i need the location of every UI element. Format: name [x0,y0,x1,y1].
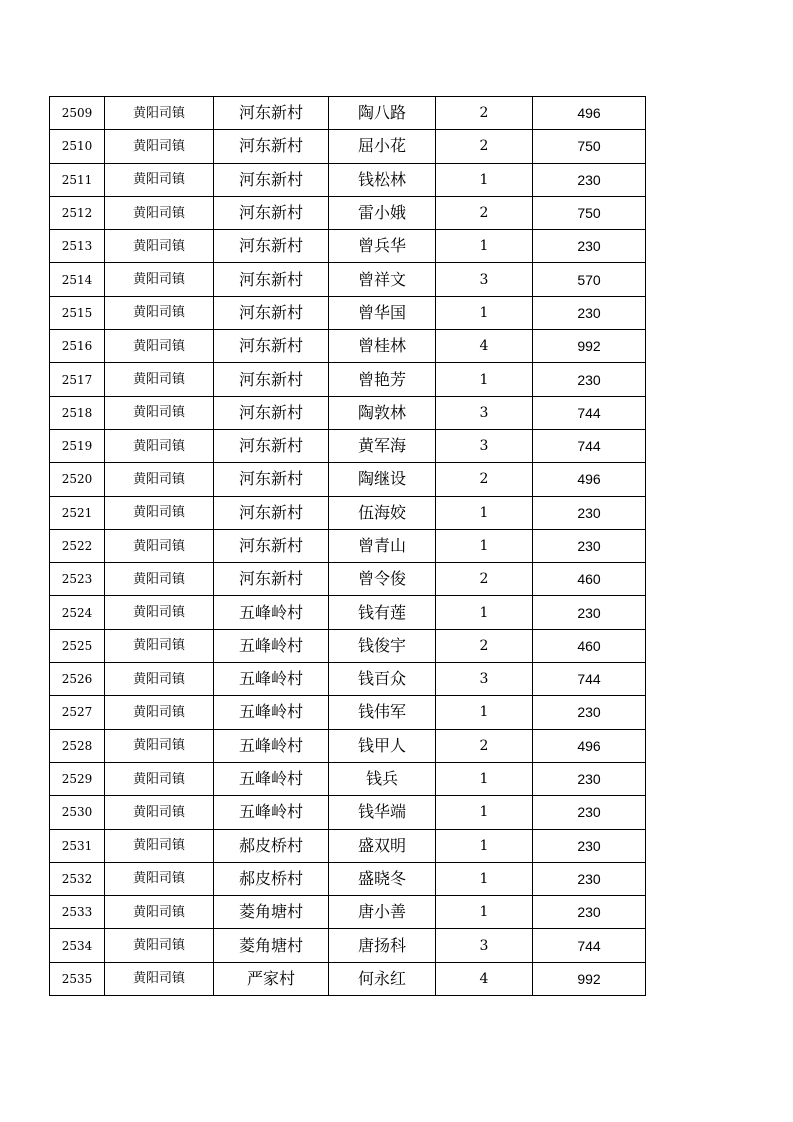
town-cell: 黄阳司镇 [105,163,214,196]
person-name-cell: 雷小娥 [329,196,436,229]
household-count-cell: 3 [436,663,533,696]
amount-cell: 570 [533,263,646,296]
town-cell: 黄阳司镇 [105,97,214,130]
town-cell: 黄阳司镇 [105,296,214,329]
row-number-cell: 2530 [50,796,105,829]
row-number-cell: 2534 [50,929,105,962]
household-count-cell: 1 [436,696,533,729]
village-cell: 五峰岭村 [214,663,329,696]
amount-cell: 230 [533,296,646,329]
person-name-cell: 何永红 [329,962,436,995]
person-name-cell: 曾令俊 [329,563,436,596]
town-cell: 黄阳司镇 [105,563,214,596]
village-cell: 河东新村 [214,496,329,529]
town-cell: 黄阳司镇 [105,629,214,662]
village-cell: 五峰岭村 [214,729,329,762]
household-count-cell: 2 [436,196,533,229]
village-cell: 郝皮桥村 [214,829,329,862]
town-cell: 黄阳司镇 [105,862,214,895]
household-count-cell: 1 [436,496,533,529]
amount-cell: 750 [533,196,646,229]
amount-cell: 460 [533,629,646,662]
town-cell: 黄阳司镇 [105,330,214,363]
village-cell: 河东新村 [214,263,329,296]
person-name-cell: 伍海姣 [329,496,436,529]
table-row [50,330,646,363]
table-row [50,396,646,429]
row-number-cell: 2531 [50,829,105,862]
row-number-cell: 2522 [50,529,105,562]
household-count-cell: 2 [436,563,533,596]
household-count-cell: 1 [436,896,533,929]
town-cell: 黄阳司镇 [105,429,214,462]
town-cell: 黄阳司镇 [105,196,214,229]
table-body [50,97,646,996]
row-number-cell: 2526 [50,663,105,696]
row-number-cell: 2535 [50,962,105,995]
amount-cell: 230 [533,762,646,795]
amount-cell: 992 [533,330,646,363]
town-cell: 黄阳司镇 [105,363,214,396]
person-name-cell: 唐小善 [329,896,436,929]
person-name-cell: 钱华端 [329,796,436,829]
household-count-cell: 3 [436,429,533,462]
household-count-cell: 1 [436,296,533,329]
village-cell: 五峰岭村 [214,629,329,662]
person-name-cell: 曾艳芳 [329,363,436,396]
table-row [50,163,646,196]
village-cell: 河东新村 [214,196,329,229]
household-count-cell: 4 [436,962,533,995]
town-cell: 黄阳司镇 [105,596,214,629]
table-row [50,796,646,829]
person-name-cell: 曾兵华 [329,230,436,263]
person-name-cell: 唐扬科 [329,929,436,962]
village-cell: 菱角塘村 [214,896,329,929]
person-name-cell: 屈小花 [329,130,436,163]
village-cell: 五峰岭村 [214,696,329,729]
row-number-cell: 2532 [50,862,105,895]
household-count-cell: 3 [436,396,533,429]
table-row [50,263,646,296]
amount-cell: 750 [533,130,646,163]
amount-cell: 230 [533,230,646,263]
amount-cell: 230 [533,529,646,562]
amount-cell: 230 [533,496,646,529]
town-cell: 黄阳司镇 [105,729,214,762]
town-cell: 黄阳司镇 [105,796,214,829]
row-number-cell: 2514 [50,263,105,296]
household-count-cell: 4 [436,330,533,363]
table-row [50,596,646,629]
row-number-cell: 2520 [50,463,105,496]
table-row [50,729,646,762]
household-count-cell: 1 [436,163,533,196]
row-number-cell: 2511 [50,163,105,196]
village-cell: 河东新村 [214,163,329,196]
table-row [50,896,646,929]
row-number-cell: 2515 [50,296,105,329]
village-cell: 河东新村 [214,529,329,562]
amount-cell: 230 [533,829,646,862]
person-name-cell: 曾祥文 [329,263,436,296]
village-cell: 严家村 [214,962,329,995]
town-cell: 黄阳司镇 [105,130,214,163]
table-row [50,696,646,729]
village-cell: 河东新村 [214,130,329,163]
person-name-cell: 曾桂林 [329,330,436,363]
table-row [50,496,646,529]
row-number-cell: 2533 [50,896,105,929]
person-name-cell: 钱百众 [329,663,436,696]
town-cell: 黄阳司镇 [105,496,214,529]
amount-cell: 496 [533,97,646,130]
person-name-cell: 钱俊宇 [329,629,436,662]
household-count-cell: 2 [436,97,533,130]
table-row [50,230,646,263]
row-number-cell: 2528 [50,729,105,762]
amount-cell: 744 [533,663,646,696]
village-cell: 五峰岭村 [214,596,329,629]
amount-cell: 744 [533,396,646,429]
town-cell: 黄阳司镇 [105,929,214,962]
amount-cell: 230 [533,862,646,895]
person-name-cell: 钱松林 [329,163,436,196]
household-count-cell: 1 [436,529,533,562]
table-row [50,563,646,596]
village-cell: 河东新村 [214,396,329,429]
amount-cell: 230 [533,796,646,829]
village-cell: 河东新村 [214,97,329,130]
amount-cell: 230 [533,596,646,629]
row-number-cell: 2523 [50,563,105,596]
village-cell: 五峰岭村 [214,762,329,795]
amount-cell: 744 [533,929,646,962]
town-cell: 黄阳司镇 [105,762,214,795]
row-number-cell: 2517 [50,363,105,396]
village-cell: 菱角塘村 [214,929,329,962]
household-count-cell: 1 [436,230,533,263]
town-cell: 黄阳司镇 [105,829,214,862]
amount-cell: 230 [533,696,646,729]
village-cell: 五峰岭村 [214,796,329,829]
amount-cell: 460 [533,563,646,596]
amount-cell: 230 [533,896,646,929]
table-row [50,829,646,862]
household-count-cell: 1 [436,596,533,629]
table-row [50,130,646,163]
table-row [50,663,646,696]
row-number-cell: 2510 [50,130,105,163]
person-name-cell: 黄军海 [329,429,436,462]
table-row [50,762,646,795]
village-cell: 河东新村 [214,363,329,396]
person-name-cell: 盛双明 [329,829,436,862]
table-row [50,862,646,895]
row-number-cell: 2518 [50,396,105,429]
village-cell: 河东新村 [214,429,329,462]
person-name-cell: 陶继设 [329,463,436,496]
household-count-cell: 1 [436,862,533,895]
person-name-cell: 陶敦林 [329,396,436,429]
household-count-cell: 3 [436,929,533,962]
person-name-cell: 钱有莲 [329,596,436,629]
amount-cell: 496 [533,463,646,496]
table-row [50,529,646,562]
amount-cell: 992 [533,962,646,995]
table-row [50,97,646,130]
row-number-cell: 2519 [50,429,105,462]
household-count-cell: 2 [436,130,533,163]
table-row [50,363,646,396]
table-row [50,196,646,229]
person-name-cell: 陶八路 [329,97,436,130]
household-count-cell: 1 [436,363,533,396]
person-name-cell: 曾青山 [329,529,436,562]
village-cell: 河东新村 [214,296,329,329]
row-number-cell: 2513 [50,230,105,263]
village-cell: 河东新村 [214,463,329,496]
household-count-cell: 1 [436,762,533,795]
person-name-cell: 钱兵 [329,762,436,795]
town-cell: 黄阳司镇 [105,529,214,562]
person-name-cell: 钱甲人 [329,729,436,762]
person-name-cell: 曾华国 [329,296,436,329]
row-number-cell: 2525 [50,629,105,662]
town-cell: 黄阳司镇 [105,463,214,496]
household-count-cell: 2 [436,729,533,762]
table-row [50,296,646,329]
data-table [49,96,646,996]
household-count-cell: 1 [436,796,533,829]
amount-cell: 230 [533,363,646,396]
village-cell: 郝皮桥村 [214,862,329,895]
amount-cell: 496 [533,729,646,762]
table-row [50,429,646,462]
town-cell: 黄阳司镇 [105,962,214,995]
town-cell: 黄阳司镇 [105,396,214,429]
row-number-cell: 2516 [50,330,105,363]
town-cell: 黄阳司镇 [105,696,214,729]
household-count-cell: 2 [436,463,533,496]
village-cell: 河东新村 [214,563,329,596]
table-row [50,463,646,496]
town-cell: 黄阳司镇 [105,230,214,263]
row-number-cell: 2524 [50,596,105,629]
amount-cell: 744 [533,429,646,462]
household-count-cell: 1 [436,829,533,862]
household-count-cell: 2 [436,629,533,662]
row-number-cell: 2529 [50,762,105,795]
person-name-cell: 盛晓冬 [329,862,436,895]
town-cell: 黄阳司镇 [105,263,214,296]
row-number-cell: 2512 [50,196,105,229]
table-row [50,962,646,995]
table-row [50,629,646,662]
table-row [50,929,646,962]
town-cell: 黄阳司镇 [105,663,214,696]
row-number-cell: 2509 [50,97,105,130]
village-cell: 河东新村 [214,330,329,363]
household-count-cell: 3 [436,263,533,296]
row-number-cell: 2521 [50,496,105,529]
amount-cell: 230 [533,163,646,196]
person-name-cell: 钱伟军 [329,696,436,729]
row-number-cell: 2527 [50,696,105,729]
town-cell: 黄阳司镇 [105,896,214,929]
village-cell: 河东新村 [214,230,329,263]
